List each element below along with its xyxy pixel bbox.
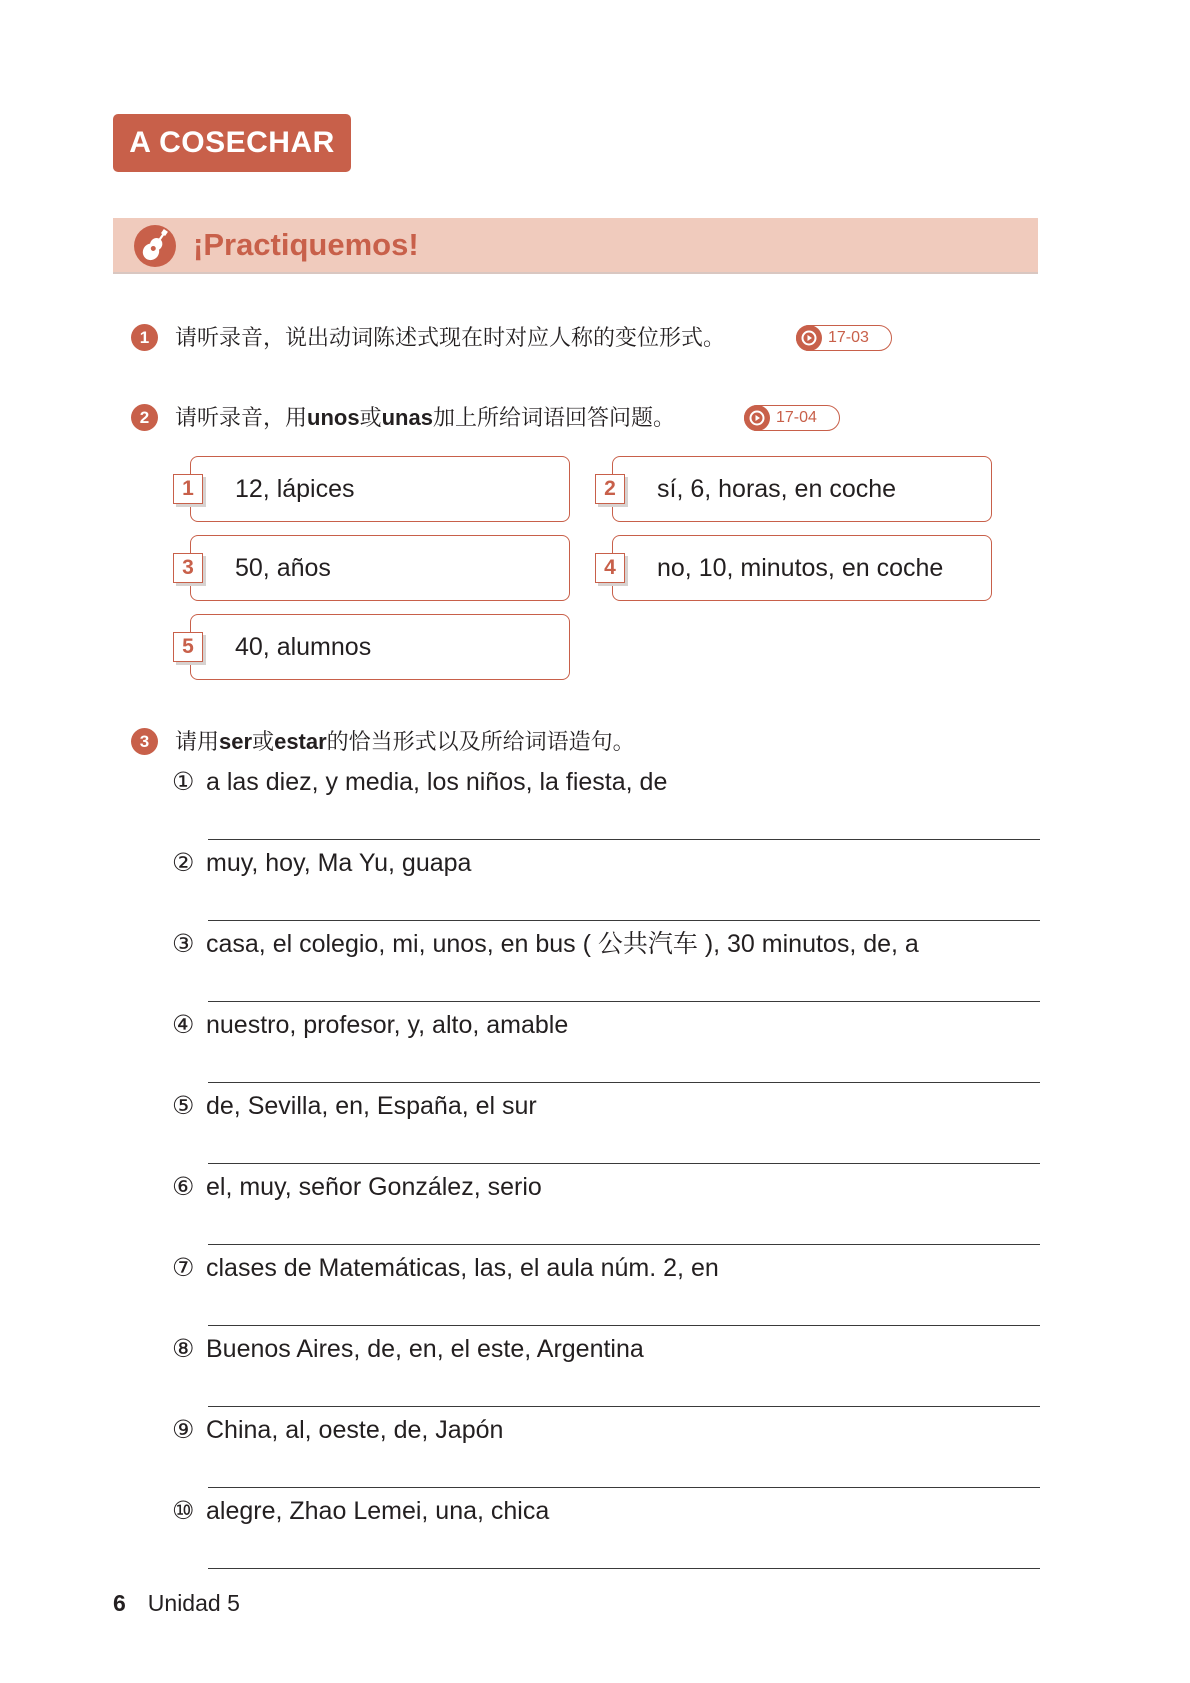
item-words: a las diez, y media, los niños, la fiesta, de <box>206 768 668 796</box>
answer-line[interactable] <box>208 920 1040 921</box>
prompt-number: 1 <box>173 474 203 504</box>
guitar-icon <box>133 224 177 268</box>
exercise-number: 2 <box>131 404 158 431</box>
item-words: el, muy, señor González, serio <box>206 1173 542 1201</box>
prompt-box <box>182 614 570 680</box>
item-number: ⑥ <box>172 1173 195 1201</box>
item-words: alegre, Zhao Lemei, una, chica <box>206 1497 550 1525</box>
play-icon <box>744 405 770 431</box>
audio-track-code: 17-03 <box>828 329 869 346</box>
item-words: nuestro, profesor, y, alto, amable <box>206 1011 569 1039</box>
exercise-number: 3 <box>131 728 158 755</box>
item-words: muy, hoy, Ma Yu, guapa <box>206 849 472 877</box>
item-number: ② <box>172 849 195 877</box>
prompt-box <box>182 456 570 522</box>
answer-line[interactable] <box>208 1487 1040 1488</box>
exercise-instruction: 请用ser或estar的恰当形式以及所给词语造句。 <box>175 729 635 754</box>
prompt-number: 4 <box>595 553 625 583</box>
prompt-box <box>604 456 992 522</box>
play-icon <box>796 325 822 351</box>
prompt-text: 40, alumnos <box>235 633 372 661</box>
prompt-number: 2 <box>595 474 625 504</box>
exercise-number: 1 <box>131 324 158 351</box>
item-number: ⑦ <box>172 1254 195 1282</box>
item-number: ⑤ <box>172 1092 195 1120</box>
item-words: de, Sevilla, en, España, el sur <box>206 1092 537 1120</box>
prompt-number: 5 <box>173 632 203 662</box>
exercise-1 <box>131 322 911 354</box>
practice-title: ¡Practiquemos! <box>193 227 419 262</box>
answer-line[interactable] <box>208 1082 1040 1083</box>
practice-header <box>113 218 1038 274</box>
prompt-text: 12, lápices <box>235 475 355 503</box>
item-number: ⑧ <box>172 1335 195 1363</box>
exercise-instruction: 请听录音，说出动词陈述式现在时对应人称的变位形式。 <box>175 325 726 350</box>
prompt-text: 50, años <box>235 554 331 582</box>
prompt-text: no, 10, minutos, en coche <box>657 554 944 582</box>
audio-track-button[interactable] <box>744 405 840 431</box>
item-number: ① <box>172 768 195 796</box>
item-words: casa, el colegio, mi, unos, en bus ( 公共汽车 ), 30 minutos, de, a <box>206 930 919 958</box>
exercise-2 <box>131 402 731 434</box>
item-words: China, al, oeste, de, Japón <box>206 1416 504 1444</box>
item-words: clases de Matemáticas, las, el aula núm. 2, en <box>206 1254 719 1282</box>
answer-line[interactable] <box>208 1406 1040 1407</box>
audio-track-button[interactable] <box>796 325 892 351</box>
item-words: Buenos Aires, de, en, el este, Argentina <box>206 1335 644 1363</box>
answer-line[interactable] <box>208 1163 1040 1164</box>
page-number: 6 <box>113 1590 126 1616</box>
section-tab: A COSECHAR <box>113 114 351 172</box>
answer-line[interactable] <box>208 1244 1040 1245</box>
item-number: ③ <box>172 930 195 958</box>
prompt-number: 3 <box>173 553 203 583</box>
exercise-instruction: 请听录音，用unos或unas加上所给词语回答问题。 <box>175 405 675 430</box>
unit-label: Unidad 5 <box>147 1590 240 1616</box>
exercise-3 <box>131 726 731 758</box>
page-footer <box>113 1588 240 1618</box>
prompt-box <box>604 535 992 601</box>
prompt-text: sí, 6, horas, en coche <box>657 475 897 503</box>
item-number: ⑨ <box>172 1416 195 1444</box>
answer-line[interactable] <box>208 839 1040 840</box>
audio-track-code: 17-04 <box>776 409 817 426</box>
item-number: ④ <box>172 1011 195 1039</box>
item-number: ⑩ <box>172 1497 195 1525</box>
answer-line[interactable] <box>208 1001 1040 1002</box>
prompt-box <box>182 535 570 601</box>
answer-line[interactable] <box>208 1325 1040 1326</box>
answer-line[interactable] <box>208 1568 1040 1569</box>
